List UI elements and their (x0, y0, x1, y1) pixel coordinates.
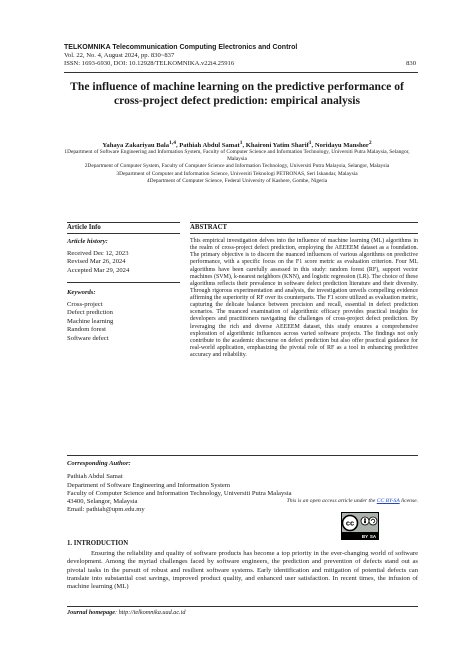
abstract-heading: ABSTRACT (190, 224, 228, 231)
introduction-text: Ensuring the reliability and quality of software products has become a top priority in the ever-changing world of software development. Among the myriad challenges faced by software engineers, the prediction and prevention of defects stand out as pivotal tasks in the pursuit of robust and resilient software systems. Early identification and mitigation of potential defects can translate into substantial cost savings, improved product quality, and enhanced user satisfaction. In recent times, the infusion of machine learning (ML) (67, 550, 418, 591)
corresponding-author-block (67, 460, 367, 515)
corresponding-email: Email: pathiah@upm.edu.my (67, 506, 145, 514)
article-info-bottom-rule (67, 233, 180, 234)
affiliation-1: 1Department of Software Engineering and Information System, Faculty of Computer Science and Information Technology, Universiti Putra Malaysia, Selangor, Malaysia (64, 149, 410, 162)
keywords-rule (67, 282, 180, 283)
open-access-note: This is an open access article under the CC BY-SA license. (286, 498, 418, 504)
accepted-date: Accepted Mar 29, 2024 (67, 266, 130, 274)
cc-by-sa-badge-icon (341, 512, 379, 540)
keyword-item: Defect prediction (67, 309, 113, 317)
page-number: 830 (406, 60, 416, 67)
received-date: Received Dec 12, 2023 (67, 250, 129, 257)
cc-badge-text: cc (345, 518, 355, 528)
corresponding-top-rule (67, 455, 418, 456)
issn-doi-line: ISSN: 1693-6930, DOI: 10.12928/TELKOMNIKA.v22i4.25916 (64, 60, 235, 67)
corresponding-heading: Corresponding Author: (67, 460, 131, 467)
corresponding-department: Department of Software Engineering and Information System (67, 481, 230, 489)
cc-by-text: BY (361, 534, 369, 539)
journal-header (64, 44, 416, 68)
keyword-item: Machine learning (67, 317, 114, 325)
author-list: Yahaya Zakariyau Bala$^{1,4}$, Pathiah Abdul Samat$^1$, Khaironi Yatim Sharif$^1$, Noridayu Manshor$^2$ (102, 140, 372, 150)
cc-sa-text: SA (369, 534, 377, 539)
affiliation-3: 3Department of Computer and Information Science, Universiti Teknologi PETRONAS, Seri Iskandar, Malaysia (116, 170, 358, 177)
abstract-bottom-rule (190, 233, 418, 234)
abstract-top-rule (190, 222, 418, 223)
introduction-heading: 1. INTRODUCTION (67, 540, 129, 547)
affiliation-4: 4Department of Computer Science, Federal University of Kashere, Gombe, Nigeria (146, 178, 328, 185)
article-info-heading: Article Info (67, 224, 101, 231)
affiliation-2: 2Department of Computer System, Faculty of Computer Science and Information Technology, Universiti Putra Malaysia, Selangor, Malaysia (84, 163, 390, 170)
corresponding-faculty: Faculty of Computer Science and Information Technology, Universiti Putra Malaysia (67, 489, 292, 497)
abstract-text: This empirical investigation delves into the influence of machine learning (ML) algorithms in the realm of cross-project defect prediction, employing the AEEEEM dataset as a foundation. The primary objective is to discern the nuanced influences of various algorithms on predictive performance, with a specific focus on the F1 score metric as evaluation criterion. Four ML algorithms have been carefully assessed in this study: random forest (RF), support vector machines (SVM), k-nearest neighbors (KNN), and logistic regression (LR). The choice of these algorithms reflects their prevalence in software defect prediction literature and their diversity. Through rigorous experimentation and analysis, the investigation unveils compelling evidence affirming the superiority of RF over its counterparts. The F1 score utilized as evaluation metric, capturing the delicate balance between precision and recall, essential in defect prediction scenarios. The nuanced examination of algorithmic efficacy provides practical insights for developers and practitioners navigating the challenges of cross-project defect prediction. By leveraging the rich and diverse AEEEEM dataset, this study ensures a comprehensive exploration of algorithmic influences across varied software projects. The findings not only contribute to the academic discourse on defect prediction but also offer practical guidance for real-world application, emphasizing the pivotal role of RF as a tool in enhancing predictive accuracy and reliability. (190, 238, 418, 358)
homepage-label: Journal homepage (67, 609, 115, 616)
paper-title: The influence of machine learning on the predictive performance of cross-project defect prediction: empirical analysis (70, 80, 404, 107)
journal-homepage (67, 609, 185, 616)
affiliations (64, 149, 410, 186)
history-heading: Article history: (67, 238, 108, 245)
corresponding-address: 43400, Selangor, Malaysia (67, 498, 138, 506)
keyword-item: Cross-project (67, 301, 103, 308)
license-link[interactable]: CC BY-SA (376, 498, 400, 504)
article-info-top-rule (67, 222, 180, 223)
article-history (67, 238, 180, 275)
corresponding-name: Pathiah Abdul Samat (67, 473, 123, 481)
keywords-heading: Keywords: (67, 289, 96, 296)
journal-name: TELKOMNIKA Telecommunication Computing Electronics and Control (64, 44, 298, 51)
header-rule (64, 72, 418, 73)
homepage-url[interactable]: : http://telkomnika.uad.ac.id (114, 609, 186, 616)
keyword-item: Random forest (67, 326, 107, 334)
volume-line: Vol. 22, No. 4, August 2024, pp. 830~837 (64, 52, 175, 59)
keyword-item: Software defect (67, 334, 109, 342)
keywords-block (67, 289, 180, 343)
revised-date: Revised Mar 26, 2024 (67, 258, 126, 266)
footer-rule (67, 606, 418, 607)
